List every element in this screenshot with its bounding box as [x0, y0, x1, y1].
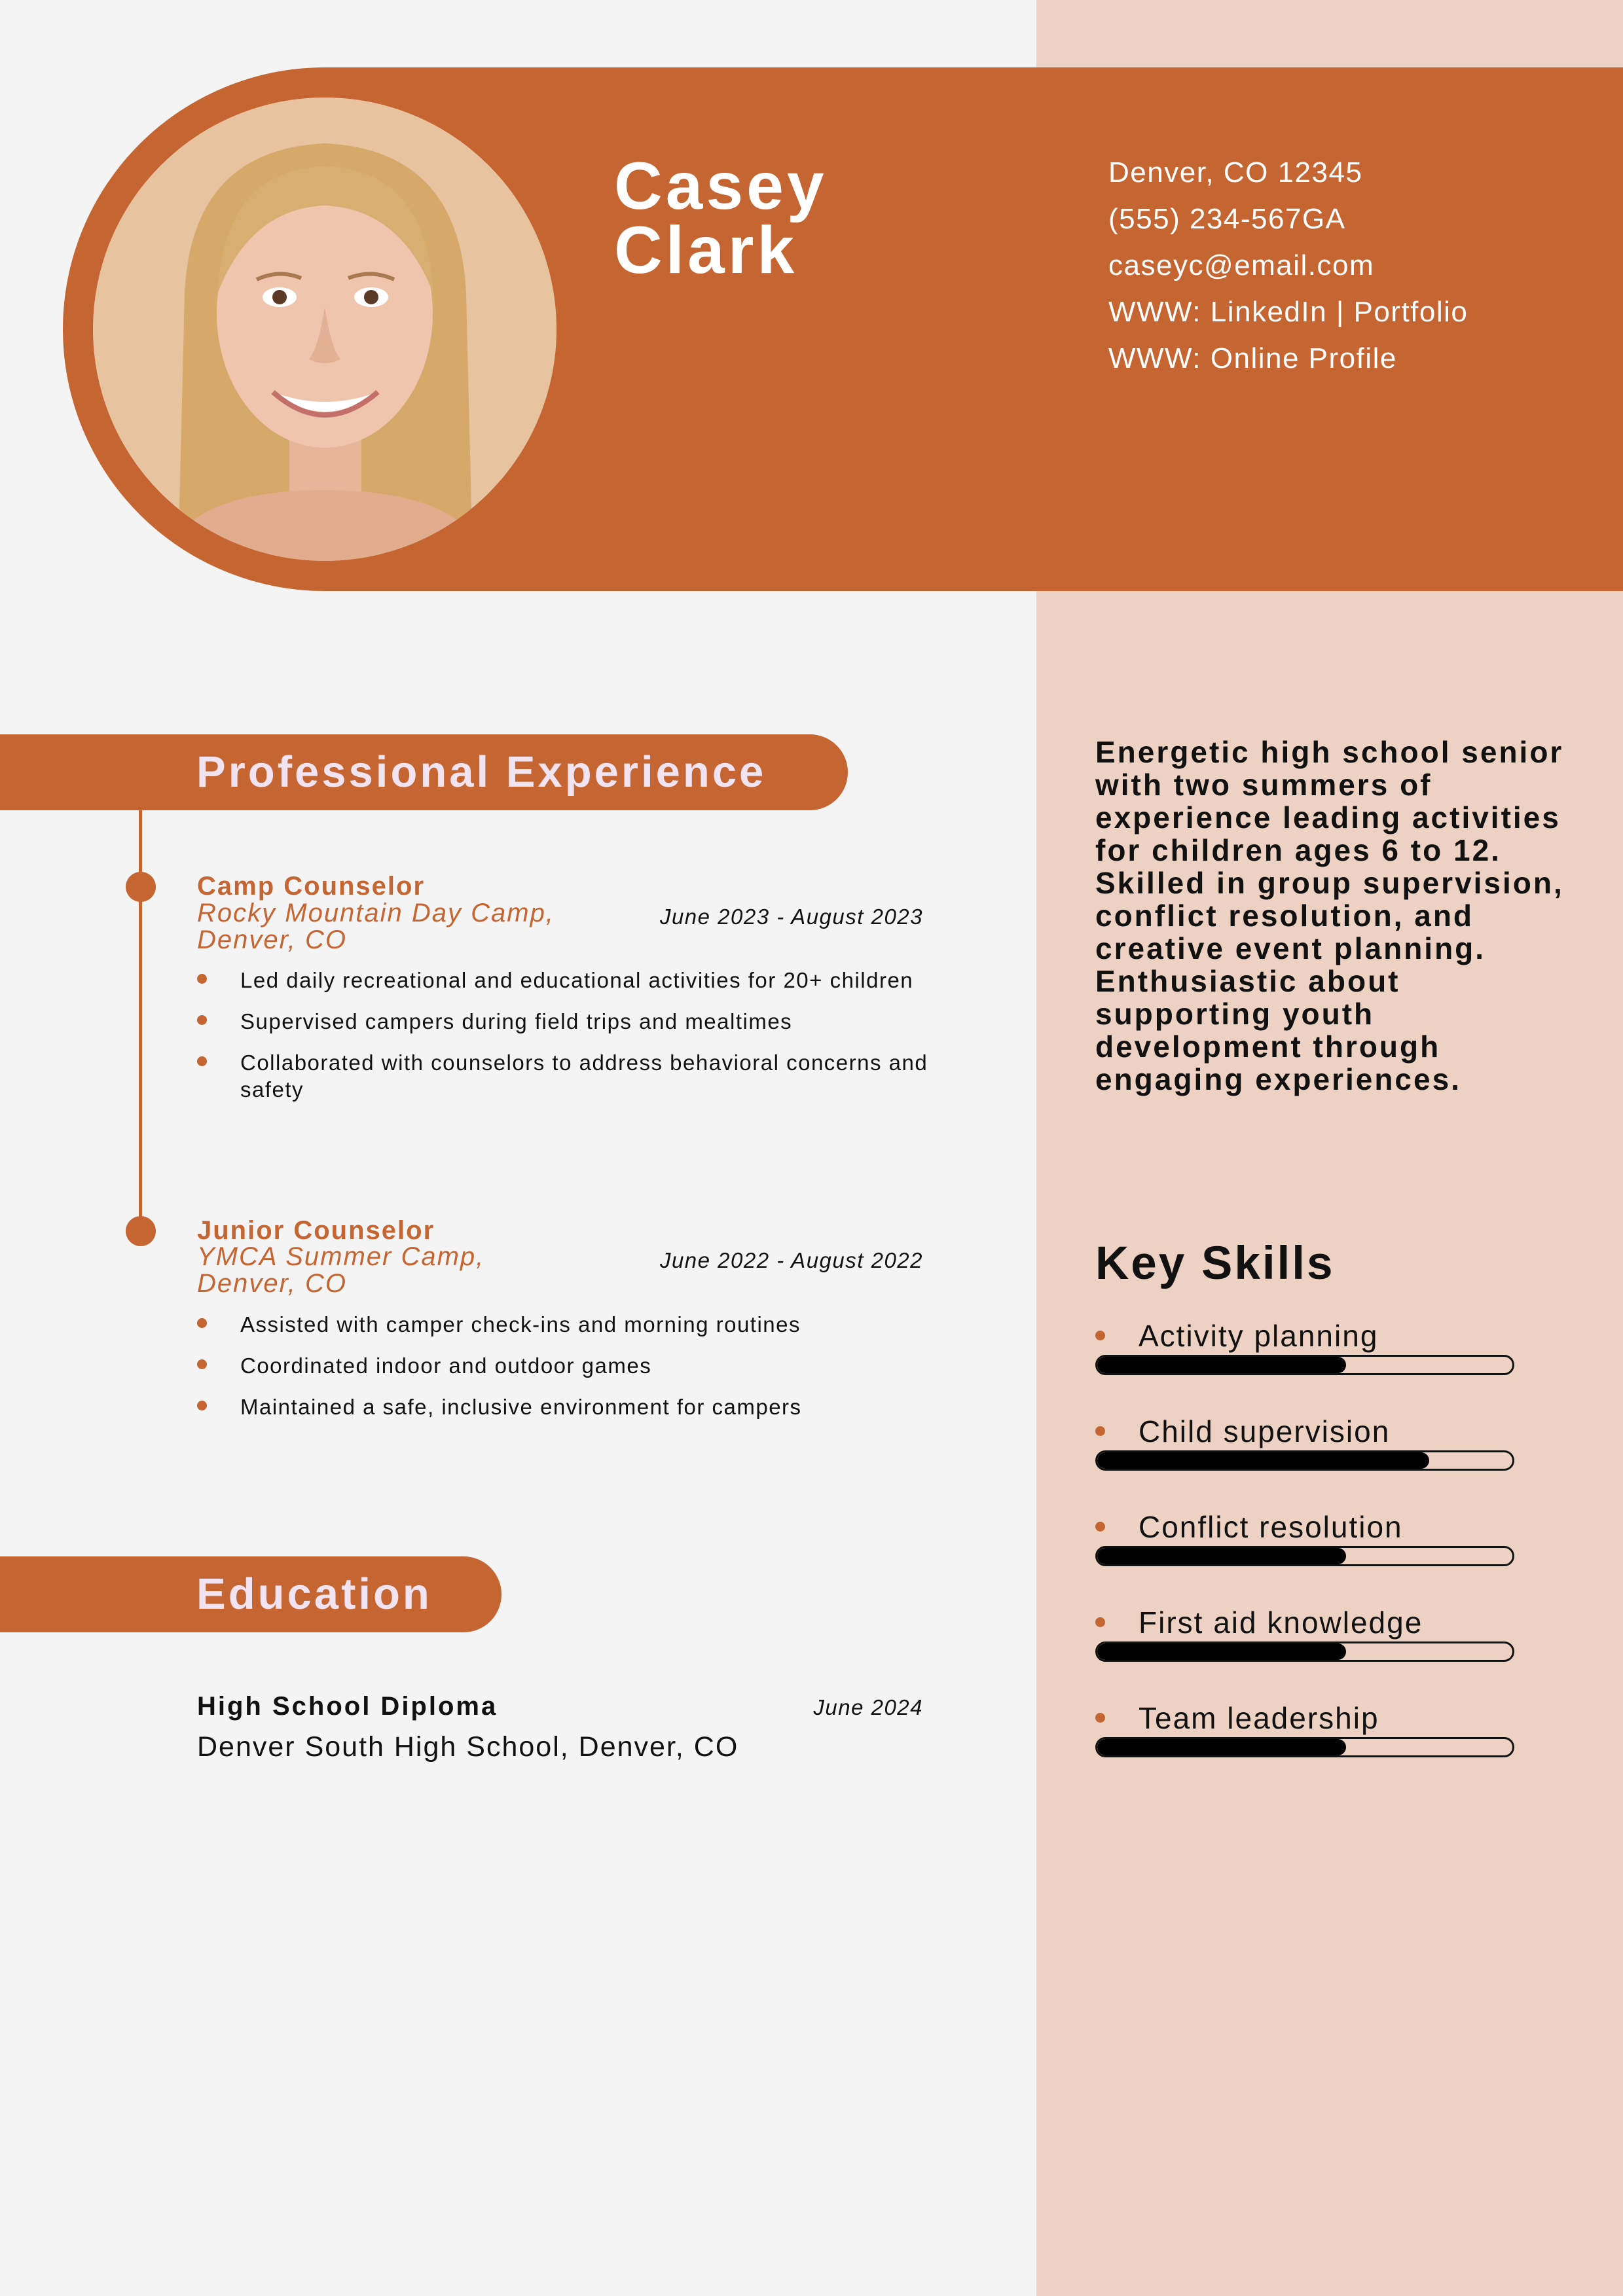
skill-label: Activity planning: [1139, 1319, 1379, 1353]
job-title: Junior Counselor: [197, 1216, 435, 1245]
job-dates: June 2023 - August 2023: [659, 905, 923, 929]
timeline-dot: [126, 1216, 156, 1246]
job-bullets: [197, 967, 930, 1117]
timeline-dot: [126, 872, 156, 902]
bullet-dot: [1095, 1331, 1105, 1340]
profile-links[interactable]: WWW: LinkedIn | Portfolio: [1108, 296, 1468, 328]
skill-item: [1095, 1510, 1514, 1582]
job-organization: YMCA Summer Camp, Denver, CO: [197, 1242, 485, 1298]
skill-item: [1095, 1701, 1514, 1773]
list-item: Collaborated with counselors to address behavioral concerns and safety: [197, 1049, 930, 1103]
list-item: Supervised campers during field trips and mealtimes: [197, 1008, 930, 1035]
job-organization: Rocky Mountain Day Camp, Denver, CO: [197, 899, 555, 954]
bullet-dot: [1095, 1713, 1105, 1723]
last-name: Clark: [614, 213, 798, 287]
experience-heading: Professional Experience: [196, 747, 767, 797]
email-link[interactable]: caseyc@email.com: [1108, 249, 1375, 281]
skills-heading: Key Skills: [1095, 1238, 1335, 1289]
skill-level-bar: [1095, 1355, 1514, 1375]
skill-item: [1095, 1319, 1514, 1391]
phone-text: (555) 234-567GA: [1108, 203, 1346, 235]
skill-level-fill: [1097, 1452, 1429, 1469]
skill-level-bar: [1095, 1450, 1514, 1471]
list-item: Assisted with camper check-ins and morning routines: [197, 1311, 930, 1338]
skill-item: [1095, 1414, 1514, 1486]
portrait-illustration: [93, 98, 556, 561]
skill-level-bar: [1095, 1546, 1514, 1566]
first-name: Casey: [614, 149, 828, 223]
skill-item: [1095, 1605, 1514, 1677]
education-heading-pill: [0, 1556, 501, 1632]
address-text: Denver, CO 12345: [1108, 156, 1363, 188]
degree-date: June 2024: [813, 1695, 923, 1719]
timeline-line: [139, 807, 142, 1230]
bullet-dot: [1095, 1426, 1105, 1436]
experience-heading-pill: [0, 734, 848, 810]
bullet-dot: [1095, 1617, 1105, 1627]
education-heading: Education: [196, 1570, 432, 1619]
candidate-name: [614, 149, 828, 287]
job-bullets: [197, 1311, 930, 1435]
skill-label: Team leadership: [1139, 1701, 1379, 1735]
school-name: Denver South High School, Denver, CO: [197, 1731, 739, 1763]
skill-level-fill: [1097, 1548, 1346, 1564]
bullet-dot: [1095, 1522, 1105, 1532]
skill-level-fill: [1097, 1643, 1346, 1660]
contact-block: [1108, 149, 1468, 382]
profile-photo: [93, 98, 556, 561]
job-title: Camp Counselor: [197, 872, 426, 901]
skill-label: Conflict resolution: [1139, 1510, 1403, 1544]
online-profile-link[interactable]: WWW: Online Profile: [1108, 342, 1397, 374]
degree-title: High School Diploma: [197, 1692, 498, 1721]
profile-summary: Energetic high school senior with two summers of experience leading activities for children ages 6 to 12. Skilled in group supervision, conflict resolution, and creative event planning. Enthusiastic about supporting youth development through engaging experiences.: [1095, 735, 1564, 1096]
skill-label: First aid knowledge: [1139, 1605, 1423, 1640]
list-item: Coordinated indoor and outdoor games: [197, 1352, 930, 1379]
list-item: Led daily recreational and educational activities for 20+ children: [197, 967, 930, 994]
skill-level-bar: [1095, 1737, 1514, 1757]
skill-label: Child supervision: [1139, 1414, 1391, 1448]
skill-level-fill: [1097, 1357, 1346, 1373]
skill-level-bar: [1095, 1641, 1514, 1662]
job-dates: June 2022 - August 2022: [659, 1248, 923, 1272]
skill-level-fill: [1097, 1739, 1346, 1755]
list-item: Maintained a safe, inclusive environment for campers: [197, 1393, 930, 1420]
